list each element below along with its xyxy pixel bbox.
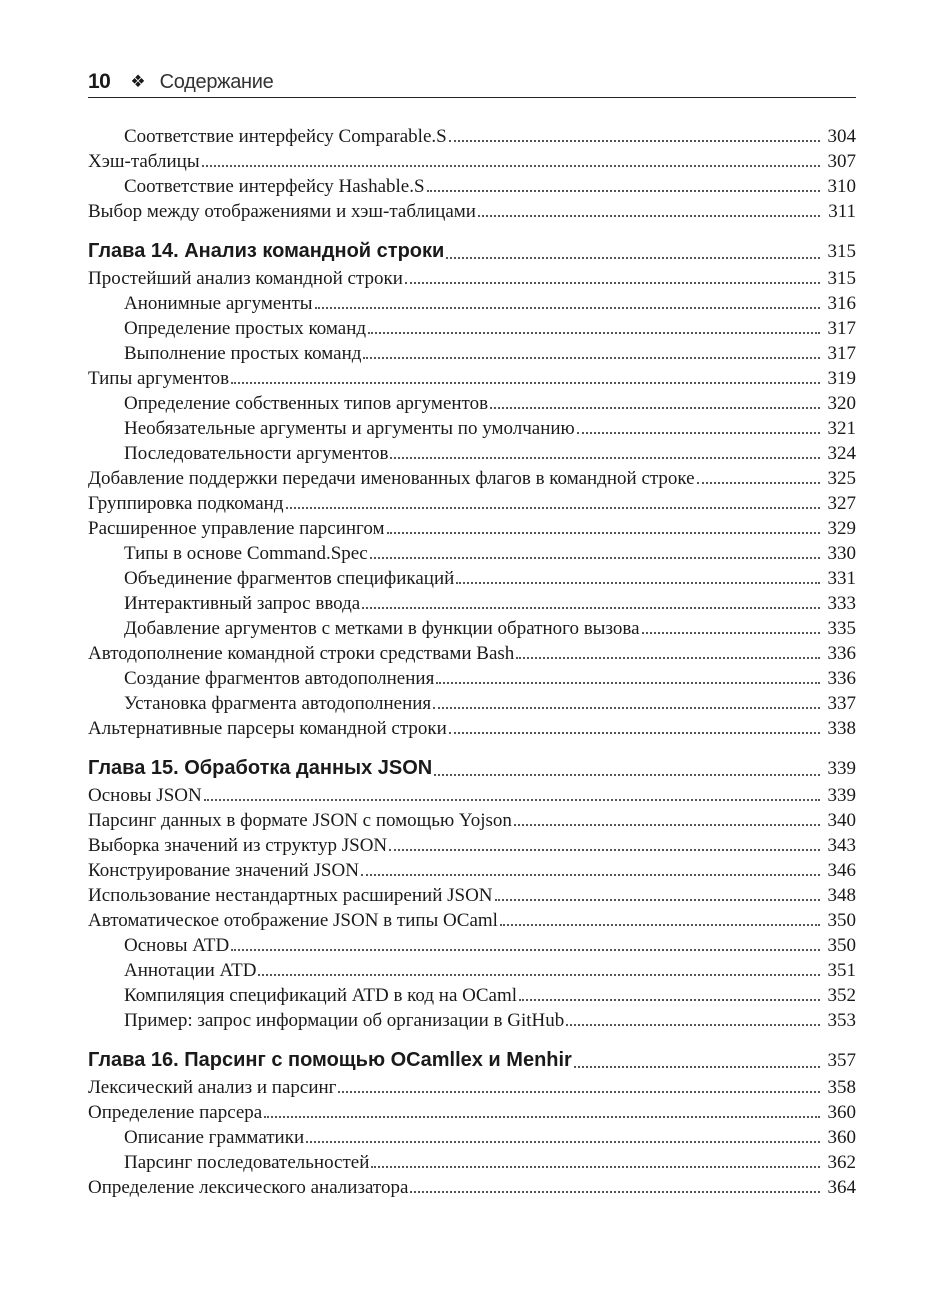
toc-entry-title: Определение простых команд: [124, 318, 367, 339]
toc-entry-row[interactable]: [88, 1175, 856, 1200]
toc-entry-title: Объединение фрагментов спецификаций: [124, 568, 455, 589]
dot-leader: [231, 948, 820, 951]
toc-entry-title: Выполнение простых команд: [124, 343, 362, 364]
dot-leader: [434, 773, 820, 776]
toc-entry-row[interactable]: [88, 808, 856, 833]
page-header: [88, 64, 856, 98]
toc-entry-row[interactable]: [88, 933, 856, 958]
toc-entry-row[interactable]: [88, 833, 856, 858]
dot-leader: [363, 356, 820, 359]
toc-entry-row[interactable]: [88, 691, 856, 716]
toc-page-number: 360: [827, 1102, 856, 1123]
toc-page-number: 327: [827, 493, 856, 514]
dot-leader: [577, 431, 820, 434]
toc-entry-row[interactable]: [88, 641, 856, 666]
dot-leader: [514, 823, 820, 826]
toc-page-number: 320: [827, 393, 856, 414]
toc-chapter-row[interactable]: [88, 753, 856, 783]
dot-leader: [204, 798, 820, 801]
toc-page-number: 310: [827, 176, 856, 197]
toc-page-number: 351: [827, 960, 856, 981]
toc-entry-row[interactable]: [88, 491, 856, 516]
toc-entry-row[interactable]: [88, 366, 856, 391]
dot-leader: [495, 898, 820, 901]
toc-entry-title: Расширенное управление парсингом: [88, 518, 385, 539]
toc-page-number: 324: [827, 443, 856, 464]
toc-page-number: 336: [827, 643, 856, 664]
dot-leader: [371, 1165, 820, 1168]
dot-leader: [231, 381, 820, 384]
toc-entry-title: Компиляция спецификаций ATD в код на OCaml: [124, 985, 518, 1006]
toc-entry-title: Пример: запрос информации об организации в GitHub: [124, 1010, 565, 1031]
page-number: 10: [88, 70, 111, 93]
toc-entry-row[interactable]: [88, 666, 856, 691]
toc-page-number: 317: [827, 318, 856, 339]
dot-leader: [264, 1115, 820, 1118]
toc-entry-row[interactable]: [88, 783, 856, 808]
dot-leader: [410, 1190, 820, 1193]
dot-leader: [566, 1023, 820, 1026]
toc-page-number: 340: [827, 810, 856, 831]
toc-entry-title: Определение парсера: [88, 1102, 263, 1123]
toc-entry-row[interactable]: [88, 1100, 856, 1125]
toc-entry-title: Использование нестандартных расширений JSON: [88, 885, 493, 906]
dot-leader: [405, 281, 820, 284]
chapter-title: Глава 16. Парсинг с помощью OCamllex и Menhir: [88, 1049, 572, 1071]
dot-leader: [315, 306, 820, 309]
toc-entry-title: Автоматическое отображение JSON в типы OCaml: [88, 910, 498, 931]
dot-leader: [389, 848, 820, 851]
toc-entry-title: Анонимные аргументы: [124, 293, 313, 314]
toc-entry-row[interactable]: [88, 174, 856, 199]
toc-entry-row[interactable]: [88, 858, 856, 883]
toc-entry-title: Определение лексического анализатора: [88, 1177, 409, 1198]
chapter-title: Глава 15. Обработка данных JSON: [88, 757, 433, 779]
dot-leader: [642, 631, 821, 634]
toc-entry-title: Установка фрагмента автодополнения: [124, 693, 432, 714]
toc-entry-row[interactable]: [88, 199, 856, 224]
toc-page-number: 316: [827, 293, 856, 314]
dot-leader: [574, 1065, 820, 1068]
toc-page-number: 338: [827, 718, 856, 739]
toc-entry-title: Парсинг последовательностей: [124, 1152, 370, 1173]
toc-entry-title: Создание фрагментов автодополнения: [124, 668, 435, 689]
dot-leader: [427, 189, 820, 192]
dot-leader: [436, 681, 820, 684]
toc-entry-row[interactable]: [88, 316, 856, 341]
toc-page-number: 343: [827, 835, 856, 856]
dot-leader: [697, 481, 820, 484]
toc-entry-row[interactable]: [88, 1008, 856, 1033]
dot-leader: [433, 706, 820, 709]
toc-entry-title: Типы аргументов: [88, 368, 230, 389]
toc-entry-row[interactable]: [88, 416, 856, 441]
toc-page-number: 315: [827, 241, 856, 262]
toc-page-number: 350: [827, 935, 856, 956]
toc-entry-title: Аннотации ATD: [124, 960, 257, 981]
toc-entry-title: Интерактивный запрос ввода: [124, 593, 361, 614]
toc-entry-row[interactable]: [88, 291, 856, 316]
toc-page-number: 311: [828, 201, 856, 222]
toc-entry-row[interactable]: [88, 983, 856, 1008]
toc-page-number: 321: [827, 418, 856, 439]
toc-entry-title: Добавление аргументов с метками в функции обратного вызова: [124, 618, 640, 639]
toc-page-number: 330: [827, 543, 856, 564]
toc-entry-row[interactable]: [88, 908, 856, 933]
header-ornament-icon: ❖: [130, 72, 146, 91]
dot-leader: [500, 923, 820, 926]
toc-entry-row[interactable]: [88, 616, 856, 641]
toc-page-number: 350: [827, 910, 856, 931]
toc-entry-row[interactable]: [88, 541, 856, 566]
toc-chapter-row[interactable]: [88, 1045, 856, 1075]
toc-entry-title: Выборка значений из структур JSON: [88, 835, 388, 856]
dot-leader: [368, 331, 820, 334]
dot-leader: [449, 139, 820, 142]
toc-page-number: 364: [827, 1177, 856, 1198]
table-of-contents: [88, 124, 856, 1200]
toc-entry-title: Соответствие интерфейсу Comparable.S: [124, 126, 447, 147]
toc-entry-title: Автодополнение командной строки средствами Bash: [88, 643, 515, 664]
toc-entry-row[interactable]: [88, 1150, 856, 1175]
toc-entry-row[interactable]: [88, 883, 856, 908]
dot-leader: [490, 406, 820, 409]
chapter-title: Глава 14. Анализ командной строки: [88, 240, 445, 262]
toc-page-number: 336: [827, 668, 856, 689]
dot-leader: [449, 731, 820, 734]
toc-entry-title: Основы JSON: [88, 785, 202, 806]
toc-entry-title: Выбор между отображениями и хэш-таблицами: [88, 201, 476, 222]
toc-entry-row[interactable]: [88, 716, 856, 741]
toc-page-number: 304: [827, 126, 856, 147]
toc-entry-row[interactable]: [88, 266, 856, 291]
toc-entry-title: Необязательные аргументы и аргументы по умолчанию: [124, 418, 575, 439]
toc-entry-row[interactable]: [88, 958, 856, 983]
toc-entry-title: Лексический анализ и парсинг: [88, 1077, 337, 1098]
dot-leader: [456, 581, 820, 584]
toc-entry-title: Последовательности аргументов: [124, 443, 389, 464]
toc-page-number: 339: [827, 785, 856, 806]
toc-entry-row[interactable]: [88, 341, 856, 366]
toc-page-number: 357: [827, 1050, 856, 1071]
dot-leader: [362, 606, 820, 609]
running-head-title: Содержание: [159, 71, 274, 93]
toc-entry-row[interactable]: [88, 566, 856, 591]
toc-page-number: 362: [827, 1152, 856, 1173]
toc-page-number: 353: [827, 1010, 856, 1031]
toc-page-number: 331: [827, 568, 856, 589]
dot-leader: [370, 556, 820, 559]
toc-entry-title: Хэш-таблицы: [88, 151, 200, 172]
toc-entry-row[interactable]: [88, 1125, 856, 1150]
toc-page-number: 319: [827, 368, 856, 389]
toc-entry-title: Альтернативные парсеры командной строки: [88, 718, 447, 739]
toc-page-number: 335: [827, 618, 856, 639]
toc-entry-title: Основы ATD: [124, 935, 230, 956]
toc-entry-title: Добавление поддержки передачи именованных флагов в командной строке: [88, 468, 695, 489]
toc-page-number: 315: [827, 268, 856, 289]
toc-chapter-row[interactable]: [88, 236, 856, 266]
toc-entry-row[interactable]: [88, 391, 856, 416]
toc-entry-row[interactable]: [88, 441, 856, 466]
dot-leader: [519, 998, 820, 1001]
toc-page-number: 358: [827, 1077, 856, 1098]
toc-page-number: 339: [827, 758, 856, 779]
toc-entry-row[interactable]: [88, 466, 856, 491]
dot-leader: [338, 1090, 820, 1093]
toc-entry-title: Типы в основе Command.Spec: [124, 543, 368, 564]
toc-entry-title: Конструирование значений JSON: [88, 860, 359, 881]
toc-page-number: 346: [827, 860, 856, 881]
dot-leader: [516, 656, 820, 659]
dot-leader: [306, 1140, 820, 1143]
toc-entry-title: Парсинг данных в формате JSON с помощью Yojson: [88, 810, 512, 831]
toc-page-number: 329: [827, 518, 856, 539]
dot-leader: [361, 873, 820, 876]
toc-entry-row[interactable]: [88, 1075, 856, 1100]
toc-page-number: 325: [827, 468, 856, 489]
toc-entry-row[interactable]: [88, 124, 856, 149]
toc-page-number: 360: [827, 1127, 856, 1148]
dot-leader: [387, 531, 820, 534]
toc-page-number: 337: [827, 693, 856, 714]
dot-leader: [478, 214, 820, 217]
toc-entry-row[interactable]: [88, 591, 856, 616]
dot-leader: [202, 164, 820, 167]
dot-leader: [390, 456, 820, 459]
toc-page-number: 317: [827, 343, 856, 364]
toc-entry-title: Определение собственных типов аргументов: [124, 393, 489, 414]
toc-page-number: 348: [827, 885, 856, 906]
toc-page-number: 333: [827, 593, 856, 614]
dot-leader: [286, 506, 821, 509]
toc-entry-title: Простейший анализ командной строки: [88, 268, 403, 289]
toc-page-number: 307: [827, 151, 856, 172]
toc-entry-title: Группировка подкоманд: [88, 493, 284, 514]
toc-entry-row[interactable]: [88, 516, 856, 541]
toc-entry-title: Описание грамматики: [124, 1127, 305, 1148]
dot-leader: [258, 973, 820, 976]
dot-leader: [446, 256, 820, 259]
toc-page-number: 352: [827, 985, 856, 1006]
toc-entry-title: Соответствие интерфейсу Hashable.S: [124, 176, 425, 197]
toc-entry-row[interactable]: [88, 149, 856, 174]
